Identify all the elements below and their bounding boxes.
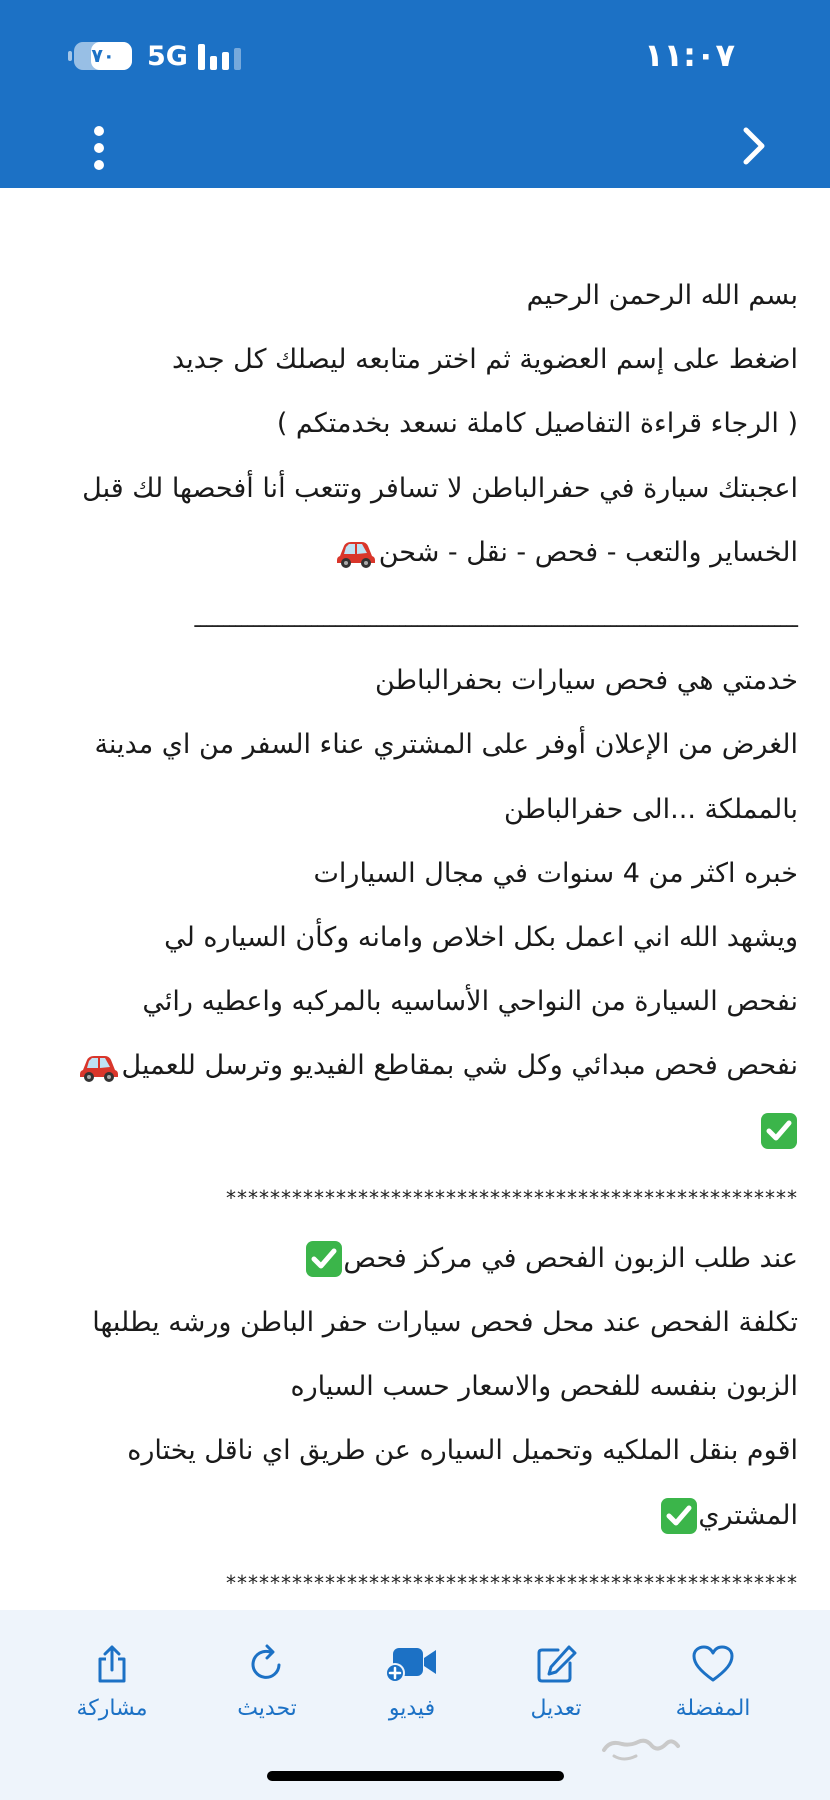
share-button[interactable] [52,1632,172,1742]
video-add-icon [384,1644,440,1684]
check-mark-emoji-icon [305,1240,343,1278]
tab-label: فيديو [388,1696,436,1721]
signal-strength-icon [198,44,244,70]
network-type: 5G [147,41,188,72]
text-line: ويشهد الله اني اعمل بكل اخلاص وامانه وكأن السياره لي [164,921,798,953]
tab-label: المفضلة [675,1696,751,1721]
refresh-icon [245,1644,289,1684]
text-line [30,1098,798,1162]
separator-line: ـــــــــــــــــــــــــــــــــــــــــــــــــــــــــــــــــــــــــــــــــــــــــــــــــــــــ [194,607,798,632]
text-line: نفحص السيارة من النواحي الأساسيه بالمركبه واعطيه رائي [142,986,798,1018]
home-indicator [267,1771,564,1781]
ad-description [30,264,798,1612]
car-emoji-icon [78,1050,120,1084]
text-line: خبره اكثر من 4 سنوات في مجال السيارات [313,857,798,889]
tab-label: تحديث [237,1696,297,1721]
more-vertical-icon[interactable] [84,124,114,172]
heart-icon [691,1644,735,1684]
tab-label: مشاركة [76,1696,148,1721]
text-line: بسم الله الرحمن الرحيم [526,280,798,311]
edit-button[interactable] [496,1632,616,1742]
text-line: اقوم بنقل الملكيه وتحميل السياره عن طريق اي ناقل يختاره [127,1435,798,1467]
separator-line: **************************************************** [226,1185,798,1210]
text-line: عند طلب الزبون الفحص في مركز فحص [30,1227,798,1291]
edit-icon [534,1644,578,1684]
text-line: الزبون بنفسه للفحص والاسعار حسب السياره [290,1371,798,1403]
battery-indicator [74,42,132,70]
text-line: بالمملكة ...الى حفرالباطن [503,793,798,825]
text-line: الخساير والتعب - فحص - نقل - شحن [30,521,798,585]
text-line: اعجبتك سيارة في حفرالباطن لا تسافر وتتعب أنا أفحصها لك قبل [82,472,798,504]
car-emoji-icon [335,536,377,570]
check-mark-emoji-icon [660,1497,698,1535]
tab-label: تعديل [530,1696,582,1721]
haraj-watermark-logo [600,1726,682,1764]
status-time: ١١:٠٧ [644,36,735,74]
signal-bar [198,44,205,70]
text-line: اضغط على إسم العضوية ثم اختر متابعه ليصلك كل جديد [172,344,798,376]
top-app-bar [0,0,830,188]
text-line: خدمتي هي فحص سيارات بحفرالباطن [374,665,798,697]
text-line: تكلفة الفحص عند محل فحص سيارات حفر الباطن ورشه يطلبها [92,1307,798,1338]
signal-bar [210,56,217,70]
chevron-right-icon[interactable] [734,124,774,168]
signal-bar [234,48,241,70]
text-line: نفحص فحص مبدائي وكل شي بمقاطع الفيديو وترسل للعميل [30,1034,798,1098]
share-icon [90,1644,134,1684]
battery-level: ٧٠ [91,45,115,67]
refresh-button[interactable] [207,1632,327,1742]
text-line: ( الرجاء قراءة التفاصيل كاملة نسعد بخدمتكم ) [276,408,798,440]
separator-line: **************************************************** [226,1570,798,1595]
signal-bar [222,52,229,70]
text-line: المشتري [30,1484,798,1548]
text-line: الغرض من الإعلان أوفر على المشتري عناء السفر من اي مدينة [94,729,798,761]
video-button[interactable] [352,1632,472,1742]
check-mark-emoji-icon [760,1112,798,1150]
